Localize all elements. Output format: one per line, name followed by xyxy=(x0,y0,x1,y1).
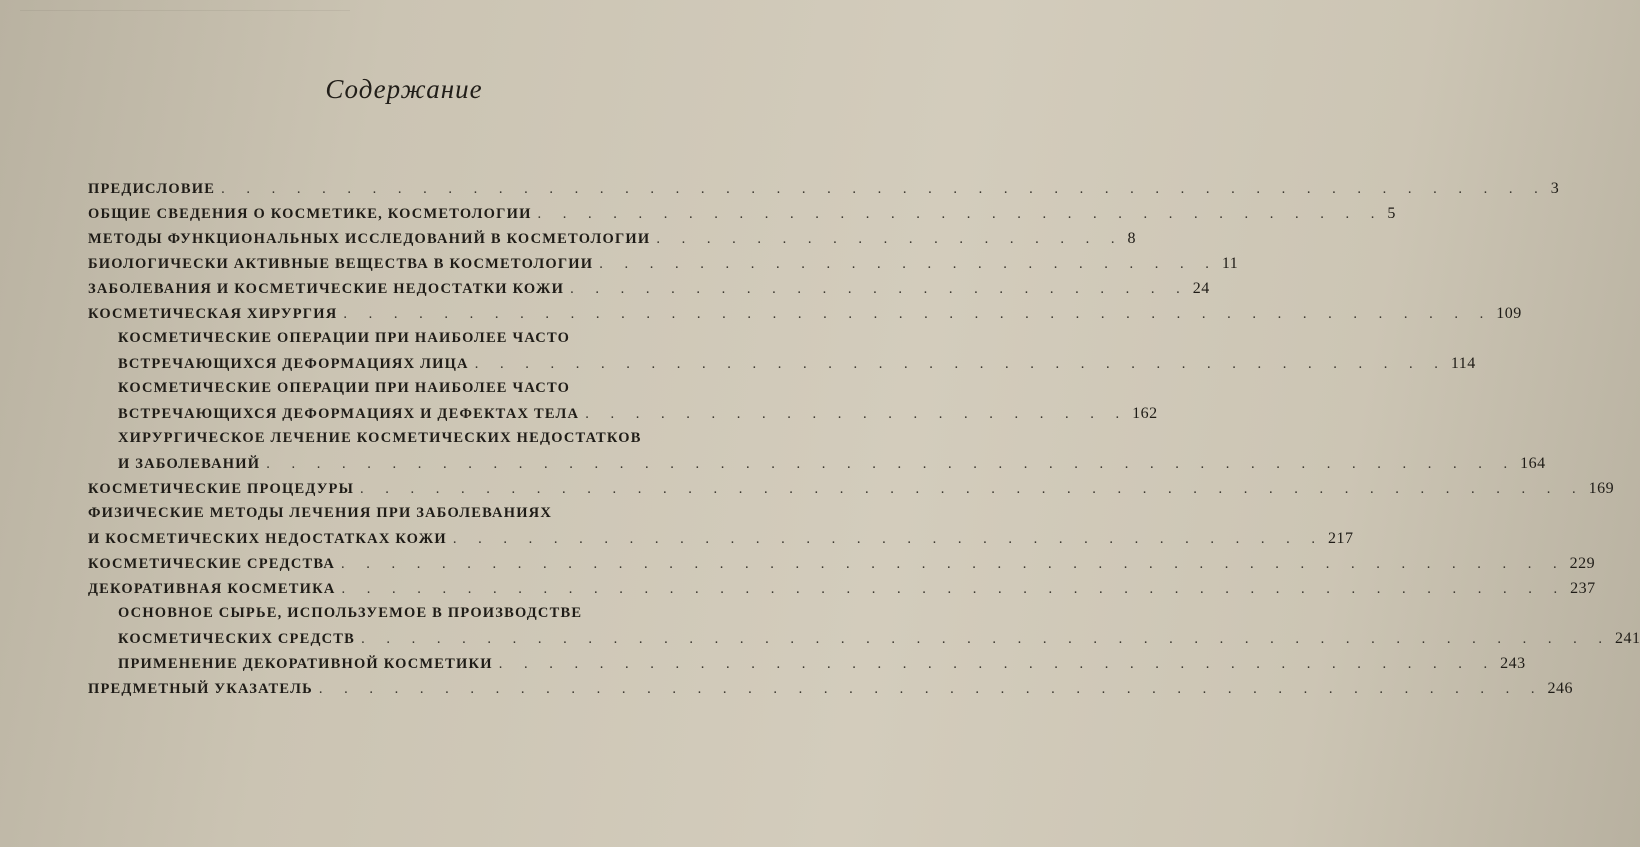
toc-entry-title: КОСМЕТИЧЕСКИЕ ОПЕРАЦИИ ПРИ НАИБОЛЕЕ ЧАСТО xyxy=(118,330,571,346)
toc-leader-dots: . . . . . . . . . . . . . . . . . . . . . . . . . . . . . . . . . . . . . . . . . . . . . . xyxy=(343,306,1493,322)
toc-entry-title: МЕТОДЫ ФУНКЦИОНАЛЬНЫХ ИССЛЕДОВАНИЙ В КОСМЕТОЛОГИИ xyxy=(88,231,651,247)
toc-page-number: 5 xyxy=(1387,205,1396,222)
toc-page-number: 164 xyxy=(1520,455,1546,472)
toc-entry[interactable] xyxy=(118,605,738,627)
toc-page-number: 246 xyxy=(1547,680,1574,697)
toc-entry-title: ОБЩИЕ СВЕДЕНИЯ О КОСМЕТИКЕ, КОСМЕТОЛОГИИ xyxy=(88,206,532,222)
toc-entry[interactable] xyxy=(88,505,738,527)
toc-leader-dots: . . . . . . . . . . . . . . . . . . . . . . . . . . . . . . . . . . . . . . . . . . . . . . . . . xyxy=(360,481,1585,497)
toc-entry-title: КОСМЕТИЧЕСКИЕ СРЕДСТВА xyxy=(88,556,336,572)
toc-leader-dots: . . . . . . . . . . . . . . . . . . . . . . . . . xyxy=(570,281,1189,297)
toc-page-number: 237 xyxy=(1570,580,1596,597)
toc-page-number: 24 xyxy=(1192,280,1210,297)
toc-entry[interactable] xyxy=(118,455,1546,477)
toc-entry[interactable] xyxy=(88,255,1239,277)
toc-leader-dots: . . . . . . . . . . . . . . . . . . . . . . . . . . . . . . . . . . . . . . . . . . . . . . . . . . xyxy=(266,456,1517,472)
toc-leader-dots: . . . . . . . . . . . . . . . . . . . . . . . . . . . . . . . . . . . xyxy=(452,531,1324,547)
toc-page-number: 162 xyxy=(1132,405,1158,422)
toc-entry-title: КОСМЕТИЧЕСКАЯ ХИРУРГИЯ xyxy=(88,306,338,322)
toc-entry-title: ПРЕДМЕТНЫЙ УКАЗАТЕЛЬ xyxy=(88,681,313,697)
contents-heading: Содержание xyxy=(325,74,483,104)
toc-entry-title: ДЕКОРАТИВНАЯ КОСМЕТИКА xyxy=(88,581,336,597)
toc-entry-title: ФИЗИЧЕСКИЕ МЕТОДЫ ЛЕЧЕНИЯ ПРИ ЗАБОЛЕВАНИЯХ xyxy=(88,505,553,521)
toc-page-number: 169 xyxy=(1588,480,1615,497)
toc-page-number: 241 xyxy=(1614,630,1640,647)
toc-leader-dots: . . . . . . . . . . . . . . . . . . . . . . . . . . . . . . . . . . . . . . . . . . . . . . . . . . . . . xyxy=(221,181,1547,197)
toc-page-number: 229 xyxy=(1569,555,1596,572)
toc-entry[interactable] xyxy=(118,355,1476,377)
toc-entry-title: КОСМЕТИЧЕСКИХ СРЕДСТВ xyxy=(118,631,356,647)
toc-entry-title: И ЗАБОЛЕВАНИЙ xyxy=(118,456,261,472)
toc-entry-title: ОСНОВНОЕ СЫРЬЕ, ИСПОЛЬЗУЕМОЕ В ПРОИЗВОДСТВЕ xyxy=(118,605,583,621)
toc-entry[interactable] xyxy=(88,530,1354,552)
toc-entry[interactable] xyxy=(88,305,1522,327)
toc-entry[interactable] xyxy=(118,330,738,352)
toc-entry[interactable] xyxy=(88,580,1596,602)
toc-entry[interactable] xyxy=(118,405,1158,427)
toc-leader-dots: . . . . . . . . . . . . . . . . . . . . . . . . . . . . . . . . . . . . . . . . . . . . . . . . . xyxy=(318,681,1544,697)
toc-page-number: 109 xyxy=(1496,305,1522,322)
toc-entry[interactable] xyxy=(118,630,1640,652)
toc-entry[interactable] xyxy=(88,480,1615,502)
toc-entry-title: ВСТРЕЧАЮЩИХСЯ ДЕФОРМАЦИЯХ ЛИЦА xyxy=(118,356,469,372)
toc-entry[interactable] xyxy=(118,380,738,402)
toc-entry-title: И КОСМЕТИЧЕСКИХ НЕДОСТАТКАХ КОЖИ xyxy=(88,531,447,547)
toc-page-number: 243 xyxy=(1500,655,1526,672)
toc-page-number: 3 xyxy=(1550,180,1560,197)
toc-page-number: 11 xyxy=(1221,255,1239,272)
toc-leader-dots: . . . . . . . . . . . . . . . . . . . . . . . . . . . . . . . . . . . . . . . . . . . . . . . . . . xyxy=(361,631,1611,647)
toc-entry-title: КОСМЕТИЧЕСКИЕ ОПЕРАЦИИ ПРИ НАИБОЛЕЕ ЧАСТО xyxy=(118,380,571,396)
toc-leader-dots: . . . . . . . . . . . . . . . . . . . . . . . . . . . . . . . . . . . . . . . . xyxy=(498,656,1497,672)
toc-page-number: 114 xyxy=(1450,355,1476,372)
toc-entry[interactable] xyxy=(88,230,1136,252)
toc-entry-title: КОСМЕТИЧЕСКИЕ ПРОЦЕДУРЫ xyxy=(88,481,355,497)
toc-entry-title: ПРИМЕНЕНИЕ ДЕКОРАТИВНОЙ КОСМЕТИКИ xyxy=(118,656,493,672)
toc-leader-dots: . . . . . . . . . . . . . . . . . . . . . . . . . . . . . . . . . . . . . . . xyxy=(474,356,1447,372)
toc-leader-dots: . . . . . . . . . . . . . . . . . . . . . . . . . . . . . . . . . . xyxy=(537,206,1384,222)
toc-leader-dots: . . . . . . . . . . . . . . . . . . . . . . . . . xyxy=(599,256,1218,272)
toc-entry[interactable] xyxy=(88,180,1560,202)
toc-leader-dots: . . . . . . . . . . . . . . . . . . . . . . . . . . . . . . . . . . . . . . . . . . . . . . . . . xyxy=(341,581,1567,597)
toc-entry[interactable] xyxy=(88,205,1396,227)
toc-entry[interactable] xyxy=(118,430,738,452)
toc-entry[interactable] xyxy=(118,655,1526,677)
toc-entry-title: ВСТРЕЧАЮЩИХСЯ ДЕФОРМАЦИЯХ И ДЕФЕКТАХ ТЕЛА xyxy=(118,406,580,422)
toc-leader-dots: . . . . . . . . . . . . . . . . . . . xyxy=(656,231,1124,247)
toc-leader-dots: . . . . . . . . . . . . . . . . . . . . . . xyxy=(585,406,1129,422)
toc-leader-dots: . . . . . . . . . . . . . . . . . . . . . . . . . . . . . . . . . . . . . . . . . . . . . . . . . xyxy=(341,556,1566,572)
toc-entry-title: ПРЕДИСЛОВИЕ xyxy=(88,181,216,197)
toc-entry[interactable] xyxy=(88,555,1596,577)
toc-entry-title: БИОЛОГИЧЕСКИ АКТИВНЫЕ ВЕЩЕСТВА В КОСМЕТОЛОГИИ xyxy=(88,256,594,272)
toc-entry[interactable] xyxy=(88,280,1210,302)
toc-page-number: 217 xyxy=(1327,530,1354,547)
toc-entry-title: ЗАБОЛЕВАНИЯ И КОСМЕТИЧЕСКИЕ НЕДОСТАТКИ КОЖИ xyxy=(88,281,565,297)
toc-page-number: 8 xyxy=(1127,230,1136,247)
toc-entry[interactable] xyxy=(88,680,1574,702)
toc-entry-title: ХИРУРГИЧЕСКОЕ ЛЕЧЕНИЕ КОСМЕТИЧЕСКИХ НЕДОСТАТКОВ xyxy=(118,430,642,446)
